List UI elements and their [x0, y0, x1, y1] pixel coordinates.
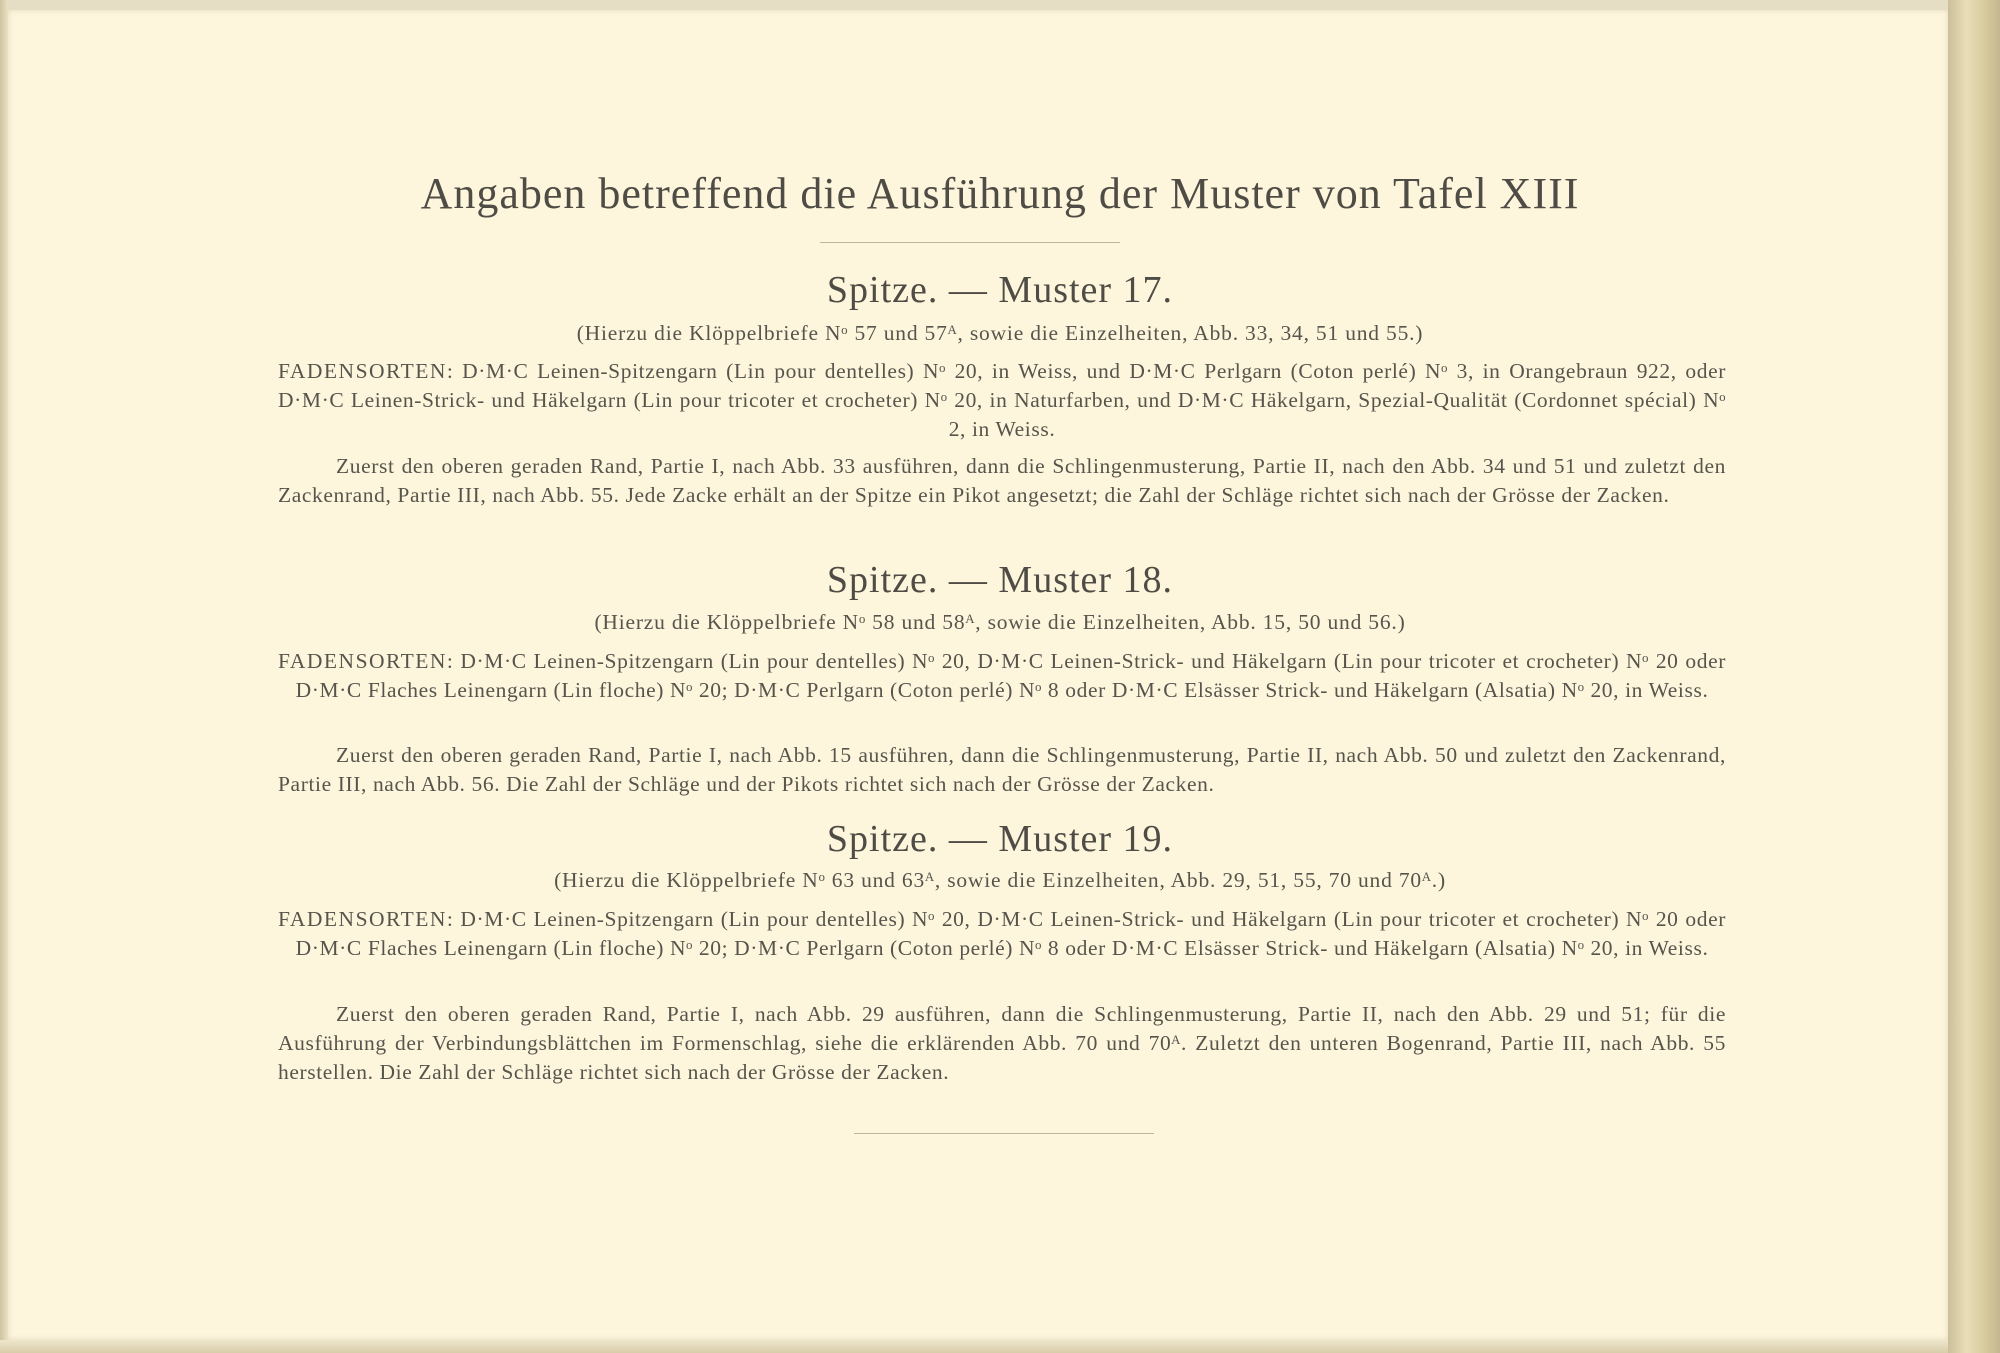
materials-muster-19: [278, 905, 1726, 963]
section-subtitle-muster-19: (Hierzu die Klöppelbriefe Nᵒ 63 und 63ᴬ, sowie die Einzelheiten, Abb. 29, 51, 55, 70 und 70ᴬ.): [554, 868, 1446, 892]
materials-text: : D·M·C Leinen-Spitzengarn (Lin pour dentelles) Nᵒ 20, D·M·C Leinen-Strick- und Häkelgarn (Lin pour tricoter et crocheter) Nᵒ 20 oder D·M·C Flaches Leinengarn (Lin floche) Nᵒ 20; D·M·C Perlgarn (Coton perlé) Nᵒ 8 oder D·M·C Elsässer Strick- und Häkelgarn (Alsatia) Nᵒ 20, in Weiss.: [295, 649, 1726, 702]
description-muster-19: Zuerst den oberen geraden Rand, Partie I, nach Abb. 29 ausführen, dann die Schlingenmusterung, Partie II, nach den Abb. 29 und 51; für die Ausführung der Verbindungsblättchen im Formenschlag, siehe die erklärenden Abb. 70 und 70ᴬ. Zuletzt den unteren Bogenrand, Partie III, nach Abb. 55 herstellen. Die Zahl der Schläge richtet sich nach der Grösse der Zacken.: [278, 1002, 1726, 1084]
title-divider: [820, 242, 1120, 243]
section-subtitle-muster-17: (Hierzu die Klöppelbriefe Nᵒ 57 und 57ᴬ, sowie die Einzelheiten, Abb. 33, 34, 51 und 55.): [576, 321, 1424, 345]
section-title-muster-19: Spitze. — Muster 19.: [826, 818, 1174, 860]
materials-lead: FADENSORTEN: [278, 649, 447, 673]
description-muster-17: Zuerst den oberen geraden Rand, Partie I, nach Abb. 33 ausführen, dann die Schlingenmusterung, Partie II, nach den Abb. 34 und 51 und zuletzt den Zackenrand, Partie III, nach Abb. 55. Jede Zacke erhält an der Spitze ein Pikot angesetzt; die Zahl der Schläge richtet sich nach der Grösse der Zacken.: [278, 454, 1726, 507]
page-title: Angaben betreffend die Ausführung der Muster von Tafel XIII: [420, 169, 1580, 218]
materials-lead: FADENSORTEN: [278, 359, 447, 383]
materials-lead: FADENSORTEN: [278, 907, 447, 931]
materials-muster-17: [278, 357, 1726, 444]
description-muster-18: Zuerst den oberen geraden Rand, Partie I, nach Abb. 15 ausführen, dann die Schlingenmusterung, Partie II, nach Abb. 50 und zuletzt den Zackenrand, Partie III, nach Abb. 56. Die Zahl der Schläge und der Pikots richtet sich nach der Grösse der Zacken.: [278, 743, 1726, 796]
bottom-page-edge: [0, 1340, 1948, 1353]
materials-text: : D·M·C Leinen-Spitzengarn (Lin pour dentelles) Nᵒ 20, D·M·C Leinen-Strick- und Häkelgarn (Lin pour tricoter et crocheter) Nᵒ 20 oder D·M·C Flaches Leinengarn (Lin floche) Nᵒ 20; D·M·C Perlgarn (Coton perlé) Nᵒ 8 oder D·M·C Elsässer Strick- und Häkelgarn (Alsatia) Nᵒ 20, in Weiss.: [295, 907, 1726, 960]
materials-text: : D·M·C Leinen-Spitzengarn (Lin pour dentelles) Nᵒ 20, in Weiss, und D·M·C Perlgarn (Coton perlé) Nᵒ 3, in Orangebraun 922, oder D·M·C Leinen-Strick- und Häkelgarn (Lin pour tricoter et crocheter) Nᵒ 20, in Naturfarben, und D·M·C Häkelgarn, Spezial-Qualität (Cordonnet spécial) Nᵒ 2, in Weiss.: [278, 359, 1726, 441]
section-title-muster-17: Spitze. — Muster 17.: [826, 269, 1174, 311]
section-title-muster-18: Spitze. — Muster 18.: [826, 559, 1174, 601]
bottom-divider: [854, 1133, 1154, 1134]
section-subtitle-muster-18: (Hierzu die Klöppelbriefe Nᵒ 58 und 58ᴬ, sowie die Einzelheiten, Abb. 15, 50 und 56.): [594, 610, 1406, 634]
materials-muster-18: [278, 647, 1726, 705]
